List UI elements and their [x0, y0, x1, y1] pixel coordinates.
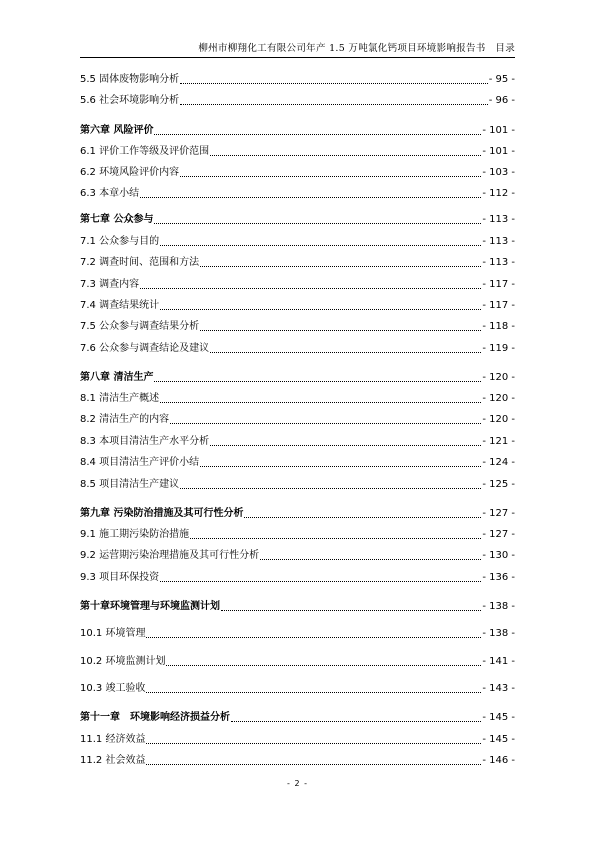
- toc-section-entry[interactable]: [80, 166, 515, 180]
- toc-entry-label: 第十一章 环境影响经济损益分析: [80, 712, 230, 723]
- toc-entry-label: 9.3 项目环保投资: [80, 572, 160, 583]
- dot-leader: [146, 764, 481, 765]
- dot-leader: [260, 559, 481, 560]
- dot-leader: [210, 155, 481, 156]
- toc-section-entry[interactable]: [80, 754, 515, 768]
- toc-entry-label: 11.1 经济效益: [80, 734, 146, 745]
- toc-entry-page: - 130 -: [482, 550, 515, 561]
- dot-leader: [166, 665, 481, 666]
- running-header: 柳州市柳翔化工有限公司年产 1.5 万吨氯化钙项目环境影响报告书 目录: [198, 43, 515, 54]
- toc-entry-page: - 121 -: [482, 436, 515, 447]
- toc-entry-label: 6.1 评价工作等级及评价范围: [80, 146, 210, 157]
- toc-section-entry[interactable]: [80, 733, 515, 747]
- dot-leader: [200, 266, 481, 267]
- dot-leader: [160, 309, 481, 310]
- toc-entry-page: - 113 -: [482, 257, 515, 268]
- toc-entry-label: 8.5 项目清洁生产建议: [80, 479, 180, 490]
- toc-entry-page: - 138 -: [482, 601, 515, 612]
- toc-chapter-entry[interactable]: [80, 124, 515, 138]
- toc-entry-page: - 143 -: [482, 683, 515, 694]
- dot-leader: [231, 721, 481, 722]
- dot-leader: [146, 637, 481, 638]
- toc-entry-label: 6.2 环境风险评价内容: [80, 167, 180, 178]
- toc-section-entry[interactable]: [80, 256, 515, 270]
- toc-section-entry[interactable]: [80, 73, 515, 87]
- dot-leader: [154, 134, 481, 135]
- toc-entry-page: - 136 -: [482, 572, 515, 583]
- toc-section-entry[interactable]: [80, 627, 515, 641]
- dot-leader: [160, 581, 481, 582]
- toc-entry-label: 第六章 风险评价: [80, 125, 154, 136]
- toc-entry-page: - 120 -: [482, 393, 515, 404]
- dot-leader: [180, 488, 481, 489]
- toc-section-entry[interactable]: [80, 392, 515, 406]
- toc-entry-label: 9.2 运营期污染治理措施及其可行性分析: [80, 550, 260, 561]
- toc-entry-page: - 113 -: [482, 236, 515, 247]
- header-rule: [80, 57, 515, 58]
- toc-entry-label: 8.2 清洁生产的内容: [80, 414, 170, 425]
- dot-leader: [160, 245, 481, 246]
- dot-leader: [170, 423, 481, 424]
- dot-leader: [221, 610, 481, 611]
- dot-leader: [200, 466, 481, 467]
- toc-entry-page: - 120 -: [482, 372, 515, 383]
- toc-entry-page: - 138 -: [482, 628, 515, 639]
- toc-entry-label: 10.1 环境管理: [80, 628, 146, 639]
- toc-chapter-entry[interactable]: [80, 600, 515, 614]
- page-number: - 2 -: [287, 779, 308, 788]
- dot-leader: [154, 223, 481, 224]
- toc-entry-page: - 145 -: [482, 734, 515, 745]
- toc-section-entry[interactable]: [80, 235, 515, 249]
- toc-entry-label: 8.3 本项目清洁生产水平分析: [80, 436, 210, 447]
- toc-section-entry[interactable]: [80, 413, 515, 427]
- dot-leader: [180, 83, 488, 84]
- toc-entry-page: - 103 -: [482, 167, 515, 178]
- toc-section-entry[interactable]: [80, 435, 515, 449]
- toc-entry-page: - 141 -: [482, 656, 515, 667]
- toc-entry-label: 5.6 社会环境影响分析: [80, 95, 180, 106]
- dot-leader: [210, 445, 481, 446]
- toc-entry-label: 7.6 公众参与调查结论及建议: [80, 343, 210, 354]
- toc-entry-label: 第十章环境管理与环境监测计划: [80, 601, 220, 612]
- toc-chapter-entry[interactable]: [80, 507, 515, 521]
- toc-entry-page: - 117 -: [482, 300, 515, 311]
- toc-entry-page: - 101 -: [482, 125, 515, 136]
- toc-section-entry[interactable]: [80, 456, 515, 470]
- toc-entry-page: - 101 -: [482, 146, 515, 157]
- toc-section-entry[interactable]: [80, 342, 515, 356]
- dot-leader: [210, 352, 481, 353]
- dot-leader: [140, 197, 481, 198]
- dot-leader: [244, 517, 481, 518]
- dot-leader: [180, 176, 481, 177]
- toc-section-entry[interactable]: [80, 145, 515, 159]
- toc-section-entry[interactable]: [80, 682, 515, 696]
- toc-section-entry[interactable]: [80, 478, 515, 492]
- dot-leader: [190, 538, 481, 539]
- toc-chapter-entry[interactable]: [80, 711, 515, 725]
- dot-leader: [154, 381, 481, 382]
- toc-entry-page: - 146 -: [482, 755, 515, 766]
- dot-leader: [180, 104, 488, 105]
- toc-entry-page: - 120 -: [482, 414, 515, 425]
- toc-entry-label: 6.3 本章小结: [80, 188, 140, 199]
- toc-entry-page: - 118 -: [482, 321, 515, 332]
- toc-entry-label: 11.2 社会效益: [80, 755, 146, 766]
- toc-section-entry[interactable]: [80, 655, 515, 669]
- toc-entry-page: - 113 -: [482, 214, 515, 225]
- toc-entry-label: 第八章 清洁生产: [80, 372, 154, 383]
- toc-entry-label: 8.1 清洁生产概述: [80, 393, 160, 404]
- toc-entry-label: 5.5 固体废物影响分析: [80, 74, 180, 85]
- dot-leader: [146, 743, 481, 744]
- toc-chapter-entry[interactable]: [80, 371, 515, 385]
- toc-entry-label: 7.4 调查结果统计: [80, 300, 160, 311]
- toc-entry-label: 10.2 环境监测计划: [80, 656, 166, 667]
- dot-leader: [200, 330, 481, 331]
- toc-entry-page: - 127 -: [482, 508, 515, 519]
- toc-entry-page: - 117 -: [482, 279, 515, 290]
- toc-entry-page: - 125 -: [482, 479, 515, 490]
- toc-entry-label: 7.1 公众参与目的: [80, 236, 160, 247]
- toc-entry-page: - 119 -: [482, 343, 515, 354]
- toc-entry-label: 9.1 施工期污染防治措施: [80, 529, 190, 540]
- toc-section-entry[interactable]: [80, 278, 515, 292]
- toc-entry-label: 7.2 调查时间、范围和方法: [80, 257, 200, 268]
- toc-chapter-entry[interactable]: [80, 213, 515, 227]
- dot-leader: [140, 288, 481, 289]
- toc-section-entry[interactable]: [80, 571, 515, 585]
- toc-section-entry[interactable]: [80, 187, 515, 201]
- toc-section-entry[interactable]: [80, 528, 515, 542]
- toc-entry-page: - 127 -: [482, 529, 515, 540]
- toc-entry-page: - 95 -: [488, 74, 515, 85]
- dot-leader: [146, 692, 481, 693]
- toc-entry-label: 10.3 竣工验收: [80, 683, 146, 694]
- toc-entry-label: 8.4 项目清洁生产评价小结: [80, 457, 200, 468]
- dot-leader: [160, 402, 481, 403]
- toc-section-entry[interactable]: [80, 299, 515, 313]
- toc-entry-label: 7.3 调查内容: [80, 279, 140, 290]
- toc-entry-label: 第九章 污染防治措施及其可行性分析: [80, 508, 244, 519]
- toc-entry-label: 第七章 公众参与: [80, 214, 154, 225]
- toc-entry-page: - 145 -: [482, 712, 515, 723]
- toc-entry-page: - 96 -: [488, 95, 515, 106]
- toc-section-entry[interactable]: [80, 94, 515, 108]
- toc-section-entry[interactable]: [80, 320, 515, 334]
- toc-entry-page: - 112 -: [482, 188, 515, 199]
- toc-entry-label: 7.5 公众参与调查结果分析: [80, 321, 200, 332]
- toc-section-entry[interactable]: [80, 549, 515, 563]
- toc-entry-page: - 124 -: [482, 457, 515, 468]
